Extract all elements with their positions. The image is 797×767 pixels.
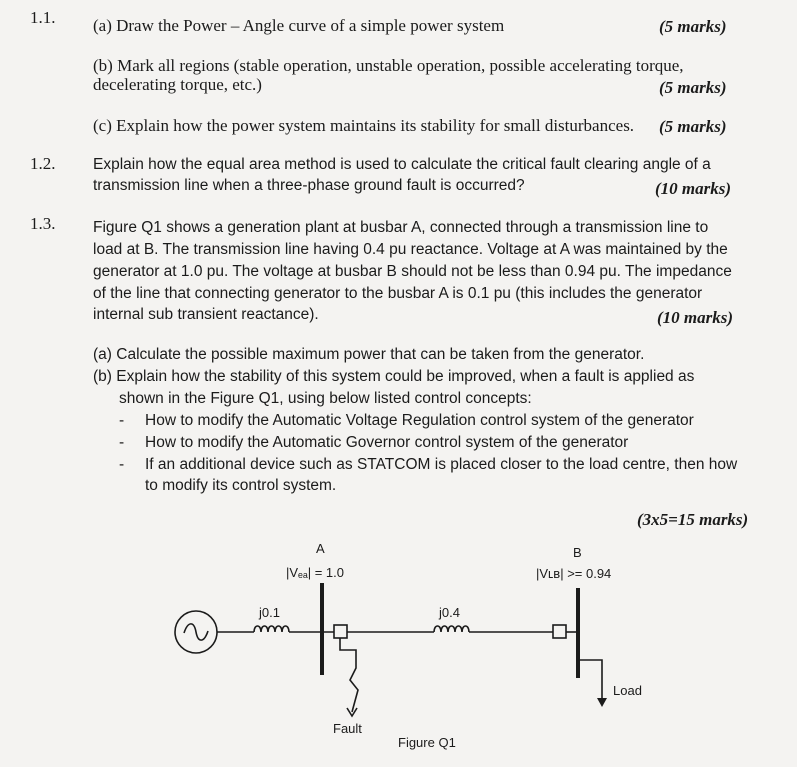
reactor-j01-symbol: [254, 626, 289, 632]
x2-label: j0.4: [439, 605, 460, 620]
q1-3-text-line: of the line that connecting generator to the busbar A is 0.1 pu (this includes the generator: [93, 285, 703, 302]
q1-3-text-line: generator at 1.0 pu. The voltage at busbar B should not be less than 0.94 pu. The impedance: [93, 263, 732, 280]
bullet-item: If an additional device such as STATCOM is placed closer to the load centre, then how: [145, 456, 738, 473]
bullet-item: How to modify the Automatic Voltage Regulation control system of the generator: [145, 412, 694, 429]
reactor-j04-symbol: [434, 626, 469, 632]
q1-3-text-line: load at B. The transmission line having 0.4 pu reactance. Voltage at A was maintained by the: [93, 241, 728, 258]
bus-b-label: B: [573, 545, 582, 560]
generator-sine-icon: [184, 624, 208, 640]
bullet-dash: -: [119, 456, 125, 473]
fault-line: [340, 638, 358, 712]
vb-label: |Vʟʙ| >= 0.94: [536, 566, 612, 581]
bullet-item-continuation: to modify its control system.: [145, 477, 337, 494]
bullet-dash: -: [119, 412, 125, 429]
bus-a-label: A: [316, 541, 325, 556]
q1-1b-text-line2: decelerating torque, etc.): [93, 75, 262, 94]
q1-1a-text: (a) Draw the Power – Angle curve of a simple power system: [93, 16, 505, 35]
q1-1c-marks: (5 marks): [659, 117, 727, 136]
q1-3-marks: (10 marks): [657, 308, 734, 327]
q1-1a-marks: (5 marks): [659, 17, 727, 36]
q1-3b-text-line2: shown in the Figure Q1, using below listed control concepts:: [119, 390, 532, 407]
q1-2-text-line2: transmission line when a three-phase ground fault is occurred?: [93, 177, 525, 194]
q1-3a-text: (a) Calculate the possible maximum power that can be taken from the generator.: [93, 346, 645, 363]
bullet-dash: -: [119, 434, 125, 451]
q1-3b-text-line1: (b) Explain how the stability of this system could be improved, when a fault is applied as: [93, 368, 695, 385]
q1-2-number: 1.2.: [30, 154, 56, 173]
q1-3-text-line: Figure Q1 shows a generation plant at busbar A, connected through a transmission line to: [93, 219, 709, 236]
figure-caption: Figure Q1: [398, 735, 456, 750]
q1-1-number: 1.1.: [30, 8, 56, 27]
q1-1c-text: (c) Explain how the power system maintains its stability for small disturbances.: [93, 116, 635, 135]
load-label: Load: [613, 683, 642, 698]
breaker-a: [334, 625, 347, 638]
q1-2-marks: (10 marks): [655, 179, 732, 198]
fault-label: Fault: [333, 721, 362, 736]
q1-2-text-line1: Explain how the equal area method is used to calculate the critical fault clearing angle of a: [93, 156, 711, 173]
load-line: [578, 660, 602, 700]
q1-3-total-marks: (3x5=15 marks): [637, 510, 749, 529]
load-arrow-icon: [597, 698, 607, 707]
x1-label: j0.1: [259, 605, 280, 620]
va-label: |Vₑₐ| = 1.0: [286, 565, 344, 580]
q1-3-text-line: internal sub transient reactance).: [93, 306, 319, 323]
q1-1b-marks: (5 marks): [659, 78, 727, 97]
q1-3-number: 1.3.: [30, 214, 56, 233]
breaker-b: [553, 625, 566, 638]
bullet-item: How to modify the Automatic Governor control system of the generator: [145, 434, 629, 451]
q1-1b-text-line1: (b) Mark all regions (stable operation, unstable operation, possible accelerating torque,: [93, 56, 684, 75]
